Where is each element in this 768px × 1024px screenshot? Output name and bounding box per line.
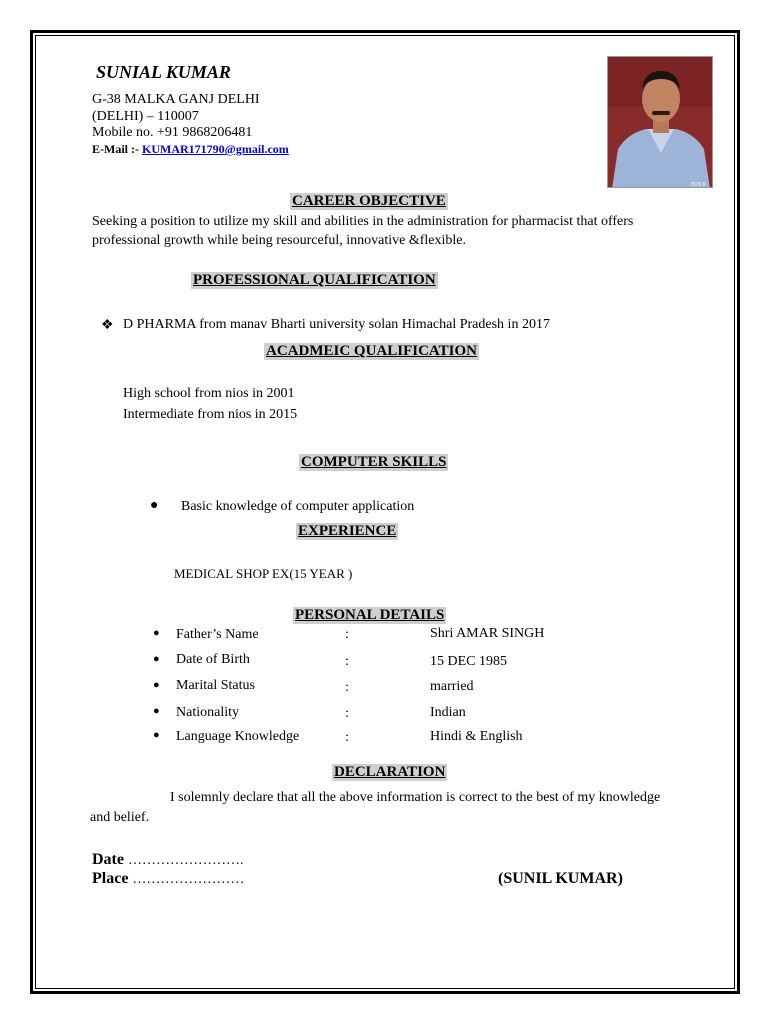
email-line (92, 142, 289, 157)
personal-value-father: Shri AMAR SINGH (430, 626, 545, 641)
declaration-text: I solemnly declare that all the above information is correct to the best of my knowledge and belief. (90, 790, 661, 825)
bullet-icon: ● (153, 679, 160, 691)
career-objective-text: Seeking a position to utilize my skill and abilities in the administration for pharmacist that offers professional growth while being resourceful, innovative &flexible. (92, 214, 634, 248)
person-photo-icon (608, 57, 713, 188)
experience-heading: EXPERIENCE (298, 523, 397, 539)
academic-item-1: High school from nios in 2001 (123, 386, 295, 401)
personal-details-heading: PERSONAL DETAILS (295, 607, 445, 623)
personal-separator: : (345, 706, 349, 721)
computer-skills-heading: COMPUTER SKILLS (301, 454, 447, 470)
personal-label-language: Language Knowledge (176, 729, 300, 744)
experience-text: MEDICAL SHOP EX(15 YEAR ) (174, 566, 353, 581)
address-line-1: G-38 MALKA GANJ DELHI (92, 92, 260, 107)
bullet-icon: ● (153, 729, 160, 741)
signature-name: (SUNIL KUMAR) (498, 870, 623, 887)
personal-separator: : (345, 627, 349, 642)
email-label: E-Mail :- (92, 142, 139, 156)
personal-label-dob: Date of Birth (176, 652, 250, 667)
bullet-icon: ● (153, 705, 160, 717)
professional-qualification-item: D PHARMA from manav Bharti university solan Himachal Pradesh in 2017 (123, 317, 550, 332)
place-dots: …………………… (132, 872, 245, 887)
bullet-icon: ● (150, 498, 159, 513)
personal-label-marital: Marital Status (176, 678, 255, 693)
date-dots: ……………………. (127, 853, 244, 868)
personal-separator: : (345, 730, 349, 745)
academic-qualification-heading: ACADMEIC QUALIFICATION (266, 343, 477, 359)
date-label: Date (92, 851, 124, 868)
personal-value-nationality: Indian (430, 705, 466, 720)
photo-caption: 7570 K (690, 182, 706, 188)
academic-item-2: Intermediate from nios in 2015 (123, 407, 298, 422)
personal-value-marital: married (430, 679, 474, 694)
place-label: Place (92, 870, 129, 887)
professional-qualification-heading: PROFESSIONAL QUALIFICATION (193, 272, 436, 288)
bullet-icon: ● (153, 653, 160, 665)
career-objective-heading: CAREER OBJECTIVE (292, 193, 446, 209)
computer-skills-item: Basic knowledge of computer application (181, 499, 415, 514)
date-line (92, 851, 243, 869)
personal-separator: : (345, 654, 349, 669)
bullet-icon: ● (153, 627, 160, 639)
email-link[interactable]: KUMAR171790@gmail.com (142, 142, 289, 156)
applicant-name: SUNIAL KUMAR (96, 62, 231, 82)
place-line (92, 870, 244, 888)
declaration-heading: DECLARATION (334, 764, 446, 780)
personal-separator: : (345, 680, 349, 695)
personal-value-dob: 15 DEC 1985 (430, 654, 507, 669)
address-line-2: (DELHI) – 110007 (92, 109, 199, 124)
profile-photo (607, 56, 713, 188)
diamond-bullet-icon: ❖ (101, 318, 114, 333)
personal-label-father: Father’s Name (176, 627, 259, 642)
personal-value-language: Hindi & English (430, 729, 523, 744)
personal-label-nationality: Nationality (176, 705, 239, 720)
mobile-number: Mobile no. +91 9868206481 (92, 125, 253, 140)
